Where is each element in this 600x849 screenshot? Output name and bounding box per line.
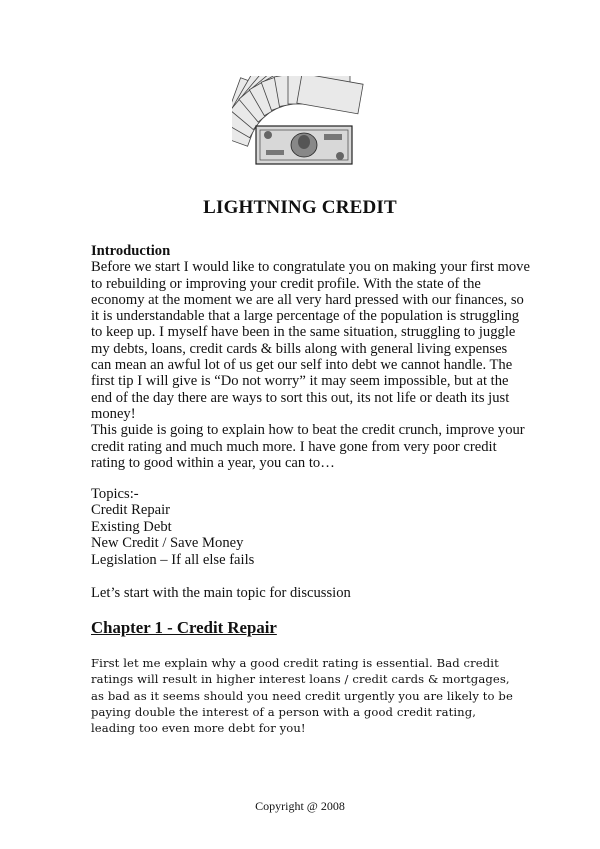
topic-item: New Credit / Save Money: [91, 535, 244, 552]
topics-list: [91, 486, 254, 568]
topics-heading: Topics:-: [91, 486, 139, 502]
chapter-heading: Chapter 1 - Credit Repair: [91, 618, 277, 637]
copyright-footer: Copyright @ 2008: [255, 799, 345, 813]
main-topic-intro: Let’s start with the main topic for discussion: [91, 585, 351, 601]
introduction-heading: Introduction: [91, 243, 171, 259]
topic-item: Legislation – If all else fails: [91, 551, 255, 568]
topic-item: Existing Debt: [91, 518, 172, 535]
introduction-section: [91, 243, 531, 471]
chapter-paragraph: First let me explain why a good credit rating is essential. Bad credit ratings will result in higher interest loans / credit cards & mortgages, as bad as it seems should you need credit urgently you are likely to be paying double the interest of a person with a good credit rating, leading too even more debt for you!: [91, 656, 513, 736]
introduction-paragraph-2: This guide is going to explain how to beat the credit crunch, improve your credit rating and much much more. I have gone from very poor credit rating to good within a year, you can to…: [91, 422, 525, 471]
money-fan-icon: [232, 76, 364, 168]
introduction-paragraph-1: Before we start I would like to congratulate you on making your first move to rebuilding or improving your credit profile. With the state of the economy at the moment we are all very hard pressed with our finances, so it is understandable that a large percentage of the population is struggling to keep up. I myself have been in the same situation, struggling to juggle my debts, loans, credit cards & bills along with general living expenses can mean an awful lot of us get our self into debt we cannot handle. The first tip I will give is “Do not worry” it may seem impossible, but at the end of the day there are ways to sort this out, its not life or death its just money!: [91, 259, 530, 422]
document-title: LIGHTNING CREDIT: [203, 197, 397, 218]
topic-item: Credit Repair: [91, 502, 171, 519]
